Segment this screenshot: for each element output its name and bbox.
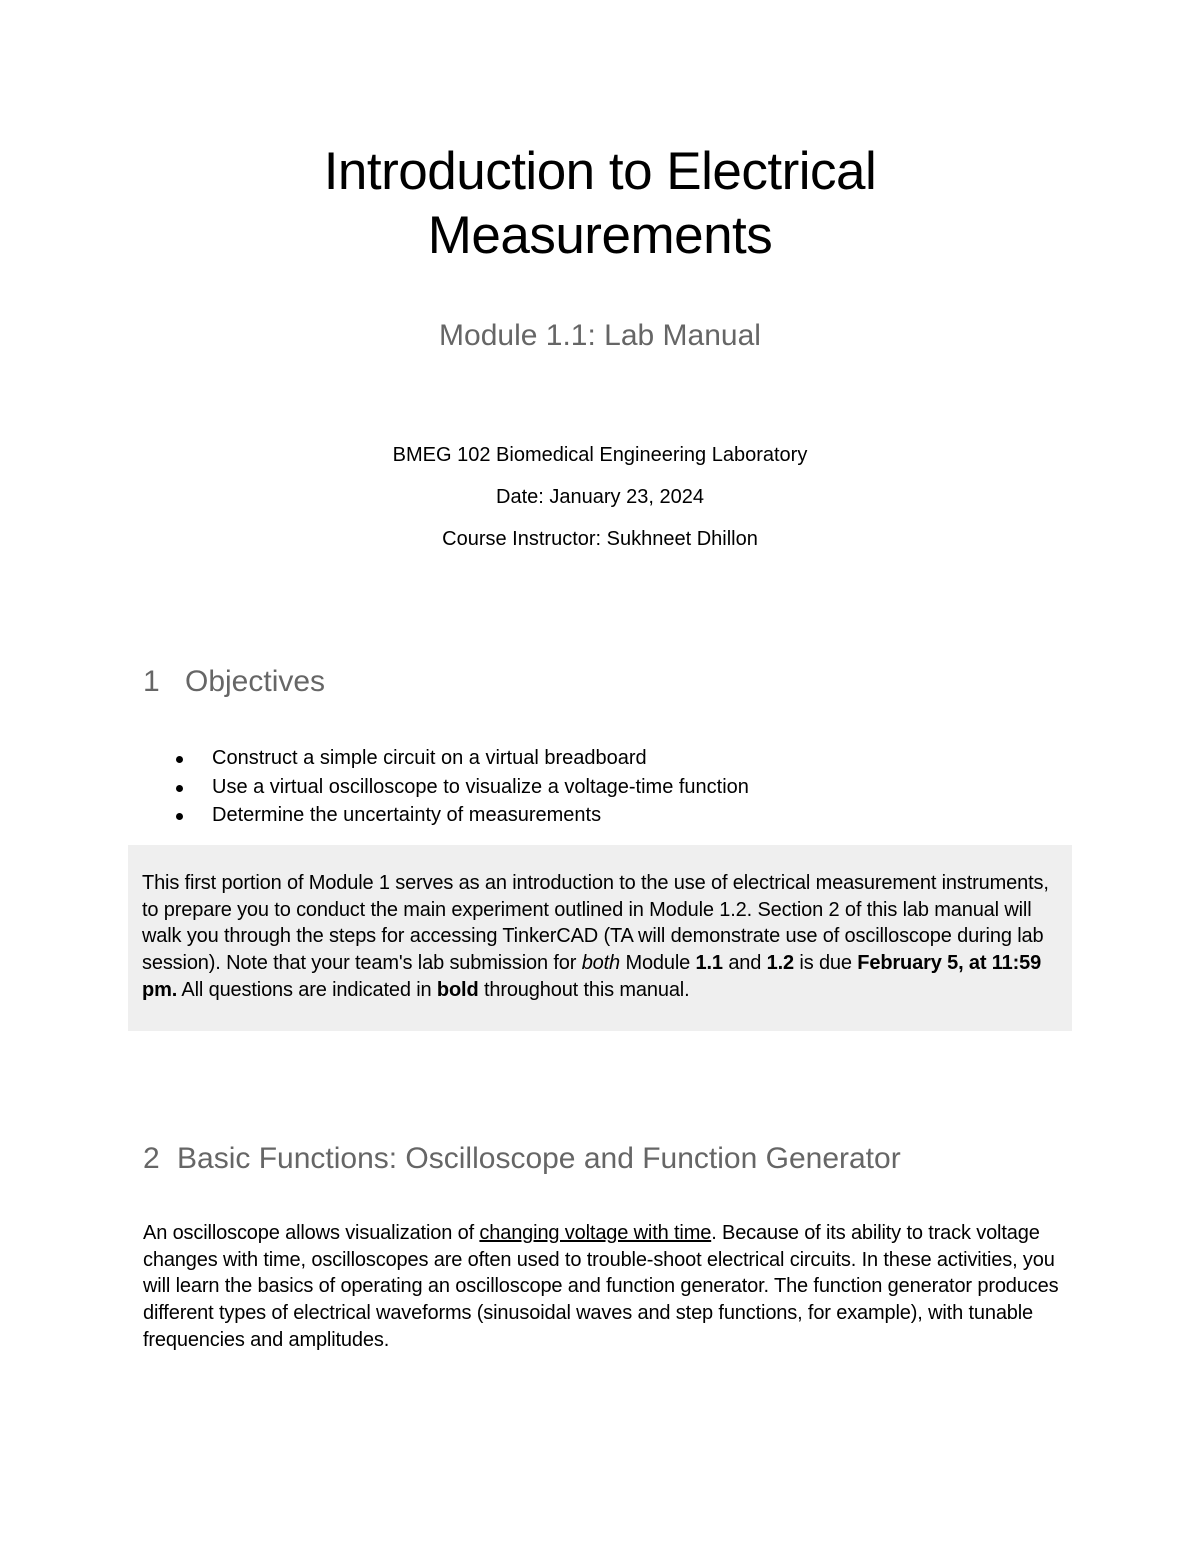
list-item — [0, 801, 749, 830]
intro-note-text — [142, 870, 1062, 1004]
note-text-segment: is due — [794, 952, 858, 975]
section-1-title: Objectives — [185, 665, 326, 698]
underlined-phrase: changing voltage with time — [479, 1222, 712, 1244]
note-text-segment: and — [722, 952, 767, 975]
section-2-title: Basic Functions: Oscilloscope and Function Generator — [177, 1142, 901, 1175]
objective-text: Use a virtual oscilloscope to visualize a voltage-time function — [212, 775, 749, 798]
section-2-paragraph — [143, 1220, 1063, 1354]
course-name: BMEG 102 Biomedical Engineering Laboratory — [392, 444, 808, 466]
objective-text: Determine the uncertainty of measurements — [212, 804, 602, 826]
note-emphasis-both: both — [581, 952, 621, 975]
paragraph-text-segment: . Because of its ability to track voltage changes with time, oscilloscopes are often used to trouble-shoot electrical circuits. In these activities, you will learn the basics of operating an oscilloscope and function generator. The function generator produces different types of electrical waveforms (sinusoidal waves and step functions, for example), with tunable frequencies and amplitudes. — [143, 1222, 1059, 1351]
document-title-line-1: Introduction to Electrical — [323, 142, 877, 201]
paragraph-text-segment: An oscilloscope allows visualization of — [143, 1222, 480, 1244]
document-subtitle: Module 1.1: Lab Manual — [439, 319, 761, 352]
note-bold-module-1-2: 1.2 — [766, 952, 794, 975]
note-text-segment: All questions are indicated in — [177, 978, 437, 1001]
section-2-heading — [143, 1139, 901, 1179]
bullet-icon — [176, 785, 183, 792]
note-bold-module-1-1: 1.1 — [695, 952, 723, 975]
note-bold-word: bold — [436, 978, 479, 1001]
bullet-icon — [176, 813, 183, 820]
document-date: Date: January 23, 2024 — [496, 486, 704, 508]
objective-text: Construct a simple circuit on a virtual breadboard — [212, 747, 647, 769]
section-1-number: 1 — [143, 665, 160, 698]
course-instructor: Course Instructor: Sukhneet Dhillon — [442, 528, 758, 550]
document-title-line-2: Measurements — [427, 206, 773, 265]
note-text-segment: throughout this manual. — [478, 978, 690, 1001]
objectives-list — [0, 744, 749, 830]
section-1-heading — [143, 662, 325, 702]
bullet-icon — [176, 756, 183, 763]
list-item — [0, 773, 749, 802]
document-title — [0, 140, 1200, 268]
list-item — [0, 744, 749, 773]
section-2-number: 2 — [143, 1142, 160, 1175]
note-text-segment: Module — [620, 952, 696, 975]
note-bold-deadline: February 5, at 11:59 pm. — [142, 952, 1042, 1001]
note-text-segment: This first portion of Module 1 serves as an introduction to the use of electrical measurement instruments, to prepare you to conduct the main experiment outlined in Module 1.2. Section 2 of this lab manual will walk you through the steps for accessing TinkerCAD (TA will demonstrate use of oscilloscope during lab session). Note that your team's lab submission for — [142, 872, 1049, 975]
intro-note-box — [128, 845, 1072, 1031]
